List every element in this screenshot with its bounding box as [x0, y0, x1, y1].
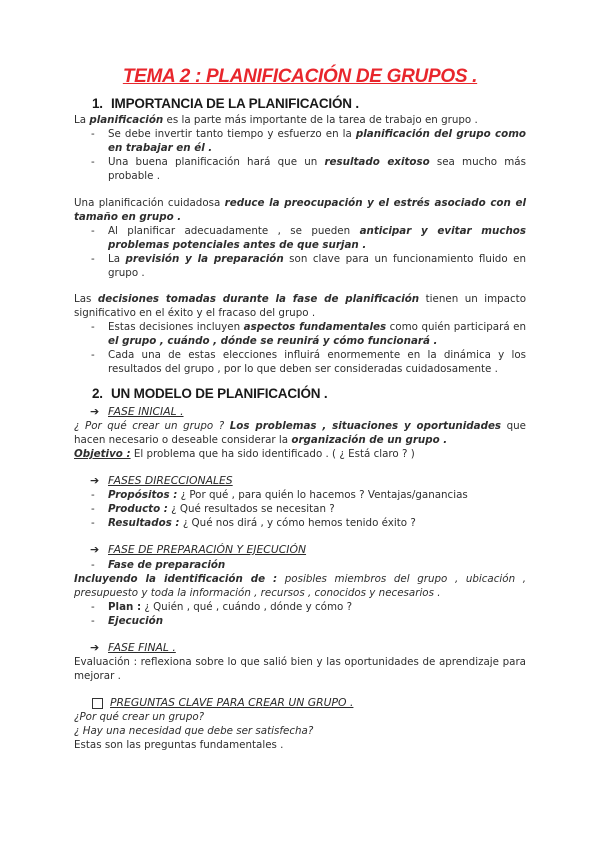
emphasis: planificación del grupo como en trabajar en él . — [108, 128, 526, 154]
paragraph — [74, 419, 526, 447]
text: son clave para un funcionamiento fluido en grupo . — [108, 253, 526, 279]
bullet-item — [108, 516, 416, 530]
text: ¿ Por qué crear un grupo ? — [74, 420, 230, 432]
paragraph — [74, 196, 526, 224]
bullet-item — [108, 502, 335, 516]
text: Una planificación cuidadosa — [74, 197, 225, 209]
section-2-heading — [92, 386, 327, 401]
arrow-icon: ➔ — [90, 543, 100, 556]
emphasis: decisiones tomadas durante la fase de planificación — [97, 293, 420, 305]
text: es la parte más importante de la tarea de trabajo en grupo . — [163, 114, 478, 126]
bullet-dash: - — [91, 321, 95, 333]
key-questions-heading: PREGUNTAS CLAVE PARA CREAR UN GRUPO . — [110, 696, 354, 709]
text: El problema que ha sido identificado . ( ¿ Está claro ? ) — [130, 448, 415, 460]
emphasis: organización de un grupo . — [291, 434, 448, 446]
phase-heading: FASE DE PREPARACIÓN Y EJECUCIÓN — [108, 543, 307, 556]
text: como quién participará en — [386, 321, 526, 333]
term: Resultados : — [108, 517, 180, 529]
text: La — [74, 114, 90, 126]
text: Se debe invertir tanto tiempo y esfuerzo en la — [108, 128, 356, 140]
bullet-dash: - — [91, 615, 95, 627]
term: Producto : — [108, 503, 168, 515]
section-heading-text: IMPORTANCIA DE LA PLANIFICACIÓN . — [111, 96, 359, 111]
arrow-icon: ➔ — [90, 405, 100, 418]
closing-line: Estas son las preguntas fundamentales . — [74, 739, 284, 751]
arrow-icon: ➔ — [90, 474, 100, 487]
document-title: TEMA 2 : PLANIFICACIÓN DE GRUPOS . — [122, 66, 478, 87]
emphasis: resultado exitoso — [324, 156, 430, 168]
objective-label: Objetivo : — [74, 448, 131, 460]
emphasis: anticipar y evitar muchos problemas potenciales antes de que surjan . — [108, 225, 526, 251]
phase-heading: FASE FINAL . — [108, 641, 176, 654]
text: La — [108, 253, 126, 265]
bullet-dash: - — [91, 128, 95, 140]
text: Las — [74, 293, 98, 305]
text: Una buena planificación hará que un — [108, 156, 325, 168]
arrow-icon: ➔ — [90, 641, 100, 654]
bullet-dash: - — [91, 253, 95, 265]
emphasis: reduce la preocupación y el estrés asociado con el tamaño en grupo . — [74, 197, 526, 223]
bullet-dash: - — [91, 349, 95, 361]
text: posibles miembros del grupo , ubicación , presupuesto y toda la información , recursos , conocidos y necesarios . — [74, 573, 526, 599]
bullet-item: Cada una de estas elecciones influirá enormemente en la dinámica y los resultados del grupo , por lo que deben ser consideradas cuidadosamente . — [108, 349, 526, 375]
bullet-dash: - — [91, 503, 95, 515]
intro-paragraph — [74, 113, 478, 127]
bullet-dash: - — [91, 559, 95, 571]
bullet-item — [108, 488, 468, 502]
bullet-item — [108, 320, 526, 348]
section-number: 1. — [92, 96, 103, 111]
bullet-dash: - — [91, 517, 95, 529]
text: ¿ Por qué , para quién lo hacemos ? Ventajas/ganancias — [177, 489, 468, 501]
text: Al planificar adecuadamente , se pueden — [108, 225, 360, 237]
bullet-item — [108, 155, 526, 183]
section-number: 2. — [92, 386, 103, 401]
bullet-item: Ejecución — [108, 615, 164, 627]
bullet-dash: - — [91, 156, 95, 168]
sub-heading: Fase de preparación — [108, 559, 226, 571]
text: ¿ Quién , qué , cuándo , dónde y cómo ? — [141, 601, 353, 613]
paragraph — [74, 292, 526, 320]
question-line: ¿ Hay una necesidad que debe ser satisfecha? — [74, 725, 314, 737]
bullet-item — [108, 224, 526, 252]
bullet-dash: - — [91, 489, 95, 501]
emphasis: Incluyendo la identificación de : — [74, 573, 278, 585]
term: Propósitos : — [108, 489, 178, 501]
emphasis: previsión y la preparación — [125, 253, 284, 265]
text: Estas decisiones incluyen — [108, 321, 244, 333]
text: ¿ Qué resultados se necesitan ? — [167, 503, 335, 515]
paragraph — [74, 572, 526, 600]
text: que hacen necesario o deseable considerar la — [74, 420, 526, 446]
paragraph: Evaluación : reflexiona sobre lo que salió bien y las oportunidades de aprendizaje para mejorar . — [74, 656, 526, 682]
phase-heading: FASES DIRECCIONALES — [108, 474, 233, 487]
emphasis: el grupo , cuándo , dónde se reunirá y cómo funcionará . — [108, 335, 438, 347]
question-line: ¿Por qué crear un grupo? — [74, 711, 205, 723]
term: Plan : — [108, 601, 142, 613]
emphasis: aspectos fundamentales — [243, 321, 387, 333]
text: sea mucho más probable . — [108, 156, 526, 182]
bullet-item — [108, 600, 352, 614]
bullet-dash: - — [91, 225, 95, 237]
checkbox-icon — [92, 698, 103, 709]
bullet-item — [108, 252, 526, 280]
text: tienen un impacto significativo en el éxito y el fracaso del grupo . — [74, 293, 526, 319]
bullet-item — [108, 127, 526, 155]
emphasis: Los problemas , situaciones y oportunidades — [229, 420, 502, 432]
emphasis: planificación — [89, 114, 164, 126]
text: ¿ Qué nos dirá , y cómo hemos tenido éxito ? — [179, 517, 416, 529]
objective-line — [74, 447, 415, 461]
section-heading-text: UN MODELO DE PLANIFICACIÓN . — [111, 386, 328, 401]
section-1-heading — [92, 96, 359, 111]
phase-heading: FASE INICIAL . — [108, 405, 184, 418]
bullet-dash: - — [91, 601, 95, 613]
